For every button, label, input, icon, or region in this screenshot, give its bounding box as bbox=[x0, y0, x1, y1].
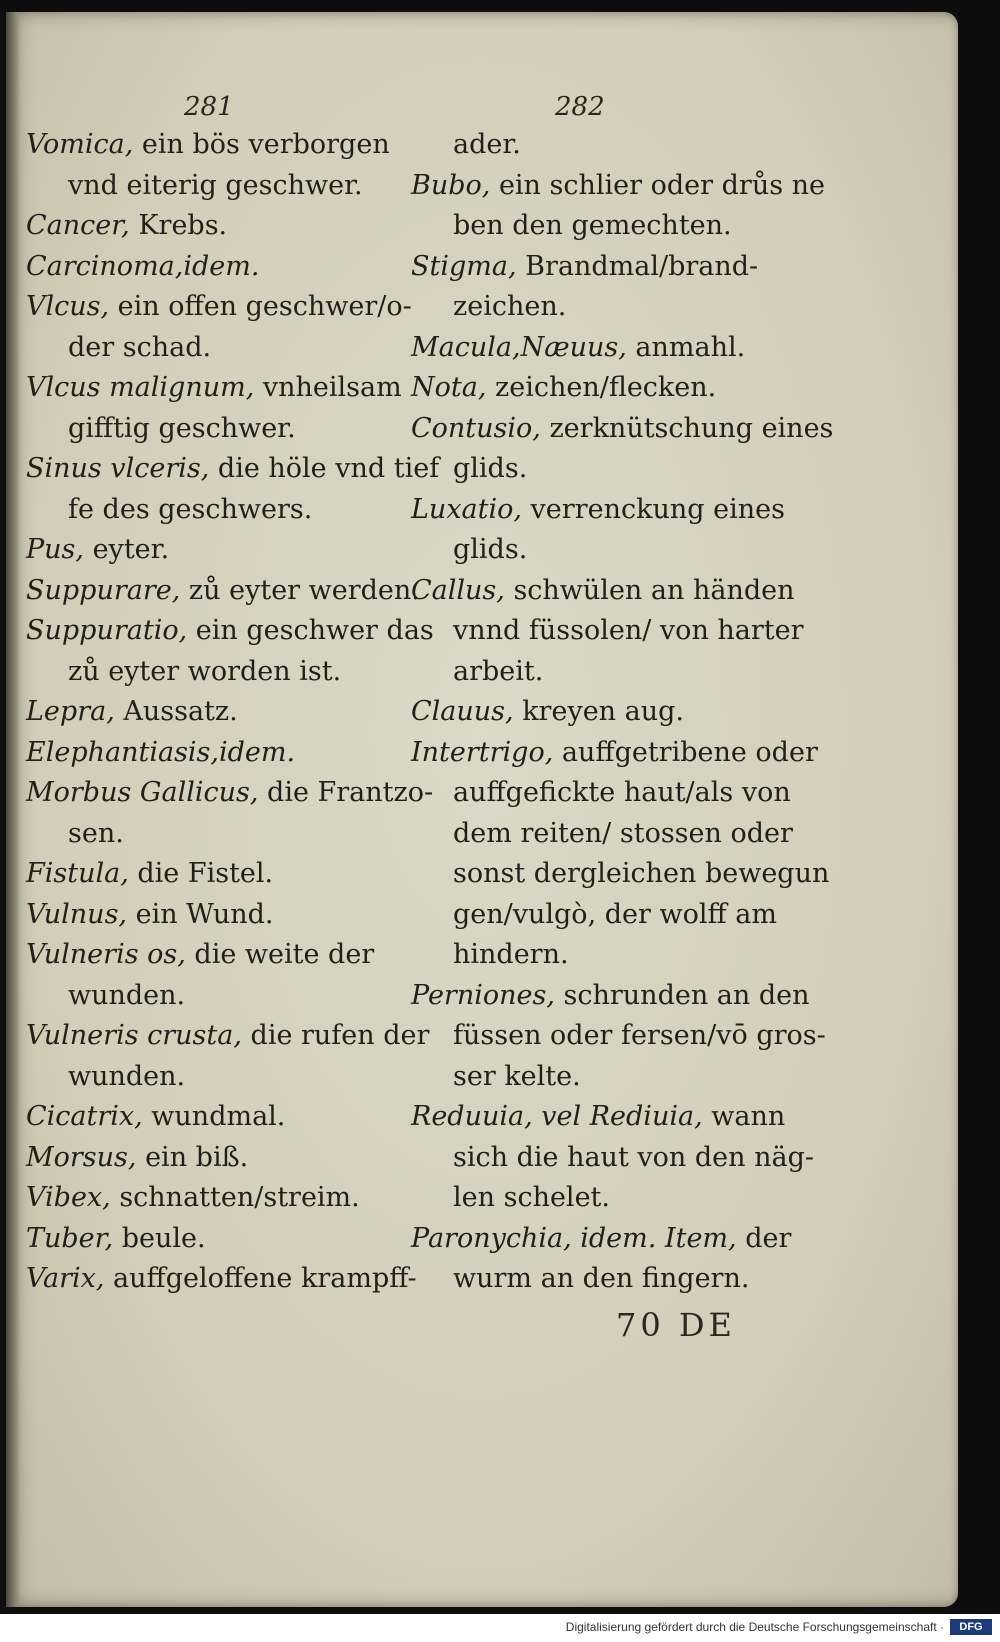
latin-term: Vlcus, bbox=[26, 291, 110, 322]
german-definition: zů eyter werden. bbox=[180, 574, 420, 606]
latin-term: Pus, bbox=[26, 534, 84, 565]
entry-line bbox=[26, 128, 390, 162]
entry-line bbox=[411, 1019, 826, 1053]
entry-line bbox=[411, 817, 793, 851]
latin-term: Vulneris os, bbox=[26, 939, 186, 970]
funding-credit: Digitalisierung gefördert durch die Deutsche Forschungsgemeinschaft · bbox=[565, 1620, 944, 1634]
latin-term: Carcinoma,idem. bbox=[26, 250, 260, 282]
entry-line bbox=[411, 371, 716, 405]
german-definition: ein offen geschwer/o- bbox=[109, 291, 412, 322]
german-definition: schnatten/streim. bbox=[110, 1182, 360, 1213]
entry-line bbox=[411, 290, 566, 324]
german-definition: hindern. bbox=[453, 939, 569, 970]
german-definition: wunden. bbox=[68, 1060, 186, 1092]
latin-term: Cancer, bbox=[26, 210, 130, 241]
german-definition: vnd eiterig geschwer. bbox=[68, 169, 363, 201]
german-definition: fe des geschwers. bbox=[68, 493, 313, 525]
latin-term: Intertrigo, bbox=[411, 736, 554, 768]
latin-term: Vibex, bbox=[26, 1182, 111, 1213]
german-definition: kreyen aug. bbox=[513, 696, 684, 727]
entry-line bbox=[411, 857, 829, 891]
german-definition: auffgefickte haut/als von bbox=[453, 777, 791, 808]
german-definition: wundmal. bbox=[142, 1101, 286, 1132]
german-definition: zeichen/flecken. bbox=[486, 372, 717, 403]
german-definition: schwülen an händen bbox=[504, 574, 795, 606]
entry-line bbox=[26, 1100, 285, 1134]
book-spine-shadow bbox=[6, 12, 20, 1607]
entry-line bbox=[26, 857, 273, 891]
book-page bbox=[6, 12, 958, 1607]
entry-line bbox=[26, 1222, 206, 1256]
german-definition: zeichen. bbox=[453, 291, 567, 322]
german-definition: zerknütschung eines bbox=[540, 412, 834, 444]
german-definition: arbeit. bbox=[453, 655, 544, 687]
entry-line bbox=[26, 250, 259, 284]
german-definition: der bbox=[736, 1222, 792, 1254]
entry-line bbox=[411, 938, 569, 972]
entry-line bbox=[411, 1141, 814, 1175]
latin-term: Stigma, bbox=[411, 250, 517, 282]
german-definition: die Fistel. bbox=[128, 858, 274, 889]
entry-line bbox=[26, 1181, 360, 1215]
entry-line bbox=[411, 614, 804, 648]
german-definition: Aussatz. bbox=[114, 696, 238, 727]
entry-line bbox=[411, 898, 777, 932]
right-page-number: 282 bbox=[555, 92, 605, 122]
entry-line bbox=[411, 331, 745, 365]
german-definition: ein bös verborgen bbox=[133, 129, 390, 160]
entry-line bbox=[26, 290, 412, 324]
german-definition: len schelet. bbox=[453, 1182, 610, 1213]
german-definition: vnheilsam bbox=[254, 372, 402, 403]
german-definition: die Frantzo- bbox=[258, 777, 434, 808]
entry-line bbox=[411, 1100, 785, 1134]
latin-term: Elephantiasis,idem. bbox=[26, 736, 296, 768]
german-definition: wann bbox=[702, 1101, 786, 1132]
entry-line bbox=[26, 898, 274, 932]
entry-line bbox=[26, 614, 434, 648]
catchword: 70 DE bbox=[616, 1306, 736, 1344]
latin-term: Cicatrix, bbox=[26, 1101, 143, 1132]
entry-line bbox=[411, 1262, 749, 1296]
german-definition: die weite der bbox=[185, 939, 375, 970]
german-definition: sonst dergleichen bewegun bbox=[453, 858, 830, 889]
entry-line bbox=[411, 452, 527, 486]
entry-line bbox=[411, 209, 732, 243]
latin-term: Vlcus malignum, bbox=[26, 372, 255, 403]
latin-term: Luxatio, bbox=[411, 493, 522, 525]
german-definition: schrunden an den bbox=[554, 979, 810, 1011]
latin-term: Vomica, bbox=[26, 129, 134, 160]
german-definition: die rufen der bbox=[241, 1020, 430, 1051]
latin-term: Paronychia, idem. Item, bbox=[411, 1222, 737, 1254]
german-definition: sich die haut von den näg- bbox=[453, 1141, 814, 1173]
latin-term: Morsus, bbox=[26, 1141, 137, 1173]
german-definition: gen/vulgò, der wolff am bbox=[453, 898, 777, 930]
latin-term: Fistula, bbox=[26, 858, 129, 889]
german-definition: eyter. bbox=[84, 534, 170, 565]
entry-line bbox=[26, 1141, 248, 1175]
german-definition: wurm an den fingern. bbox=[453, 1263, 750, 1294]
entry-line bbox=[411, 979, 810, 1013]
latin-term: Macula,Næuus, bbox=[411, 331, 627, 363]
entry-line bbox=[411, 533, 527, 567]
latin-term: Callus, bbox=[411, 574, 505, 606]
entry-line bbox=[26, 736, 295, 770]
entry-line bbox=[26, 817, 124, 851]
entry-line bbox=[26, 209, 227, 243]
entry-line bbox=[26, 331, 211, 365]
latin-term: Suppuratio, bbox=[26, 615, 188, 646]
german-definition: wunden. bbox=[68, 979, 186, 1011]
german-definition: zů eyter worden ist. bbox=[68, 655, 342, 687]
latin-term: Contusio, bbox=[411, 412, 541, 444]
entry-line bbox=[26, 979, 185, 1013]
german-definition: ben den gemechten. bbox=[453, 210, 732, 241]
german-definition: ein biß. bbox=[136, 1141, 249, 1173]
entry-line bbox=[411, 493, 785, 527]
latin-term: Clauus, bbox=[411, 696, 514, 727]
entry-line bbox=[411, 655, 543, 689]
latin-term: Varix, bbox=[26, 1263, 105, 1294]
entry-line bbox=[26, 1019, 429, 1053]
entry-line bbox=[26, 574, 420, 608]
latin-term: Nota, bbox=[411, 372, 487, 403]
latin-term: Reduuia, vel Rediuia, bbox=[411, 1101, 703, 1132]
latin-term: Vulnus, bbox=[26, 898, 128, 930]
german-definition: beule. bbox=[113, 1222, 206, 1254]
german-definition: ser kelte. bbox=[453, 1060, 581, 1092]
german-definition: ein schlier oder drůs ne bbox=[490, 169, 826, 201]
latin-term: Bubo, bbox=[411, 169, 491, 201]
german-definition: ein geschwer das bbox=[187, 615, 434, 646]
entry-line bbox=[411, 250, 758, 284]
german-definition: Brandmal/brand- bbox=[516, 250, 759, 282]
entry-line bbox=[26, 1060, 185, 1094]
left-page-number: 281 bbox=[184, 92, 234, 122]
latin-term: Lepra, bbox=[26, 696, 115, 727]
german-definition: ein Wund. bbox=[127, 898, 274, 930]
entry-line bbox=[411, 1181, 610, 1215]
latin-term: Tuber, bbox=[26, 1222, 114, 1254]
german-definition: dem reiten/ stossen oder bbox=[453, 817, 793, 849]
latin-term: Sinus vlceris, bbox=[26, 453, 210, 484]
entry-line bbox=[411, 1060, 581, 1094]
latin-term: Perniones, bbox=[411, 979, 555, 1011]
entry-line bbox=[26, 695, 238, 729]
entry-line bbox=[411, 776, 791, 810]
german-definition: der schad. bbox=[68, 331, 212, 363]
entry-line bbox=[411, 574, 795, 608]
entry-line bbox=[411, 736, 818, 770]
german-definition: gifftig geschwer. bbox=[68, 412, 296, 444]
entry-line bbox=[26, 533, 169, 567]
entry-line bbox=[26, 655, 341, 689]
entry-line bbox=[26, 938, 374, 972]
entry-line bbox=[411, 169, 825, 203]
entry-line bbox=[26, 452, 439, 486]
entry-line bbox=[26, 1262, 417, 1296]
german-definition: auffgetribene oder bbox=[553, 736, 818, 768]
entry-line bbox=[26, 493, 312, 527]
entry-line bbox=[26, 412, 296, 446]
entry-line bbox=[26, 371, 402, 405]
entry-line bbox=[411, 412, 833, 446]
german-definition: die höle vnd tief bbox=[209, 453, 440, 484]
latin-term: Suppurare, bbox=[26, 574, 181, 606]
german-definition: Krebs. bbox=[129, 210, 228, 241]
german-definition: glids. bbox=[453, 534, 528, 565]
german-definition: ader. bbox=[453, 129, 521, 160]
german-definition: auffgeloffene krampff- bbox=[104, 1263, 417, 1294]
latin-term: Morbus Gallicus, bbox=[26, 777, 259, 808]
german-definition: vnnd füssolen/ von harter bbox=[453, 615, 804, 646]
german-definition: füssen oder fersen/vō gros- bbox=[453, 1020, 826, 1051]
german-definition: sen. bbox=[68, 817, 124, 849]
german-definition: verrenckung eines bbox=[521, 493, 785, 525]
entry-line bbox=[411, 695, 684, 729]
entry-line bbox=[411, 1222, 791, 1256]
entry-line bbox=[411, 128, 521, 162]
german-definition: anmahl. bbox=[626, 331, 746, 363]
german-definition: glids. bbox=[453, 453, 528, 484]
dfg-logo: DFG bbox=[950, 1619, 992, 1635]
latin-term: Vulneris crusta, bbox=[26, 1020, 242, 1051]
footer-bar bbox=[0, 1614, 1000, 1642]
entry-line bbox=[26, 169, 363, 203]
entry-line bbox=[26, 776, 433, 810]
